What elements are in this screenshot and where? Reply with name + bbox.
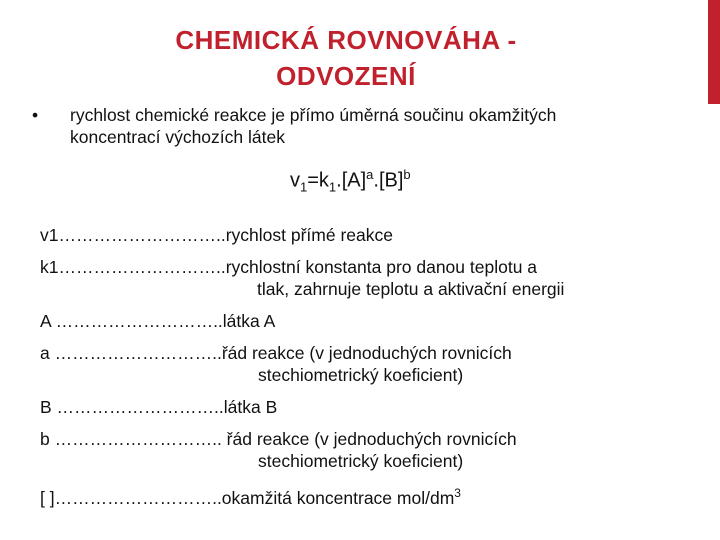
formula-k-subscript: 1: [328, 179, 337, 195]
definition-v1: [40, 224, 660, 246]
definition-a: [40, 342, 660, 386]
rate-formula: [290, 162, 411, 201]
formula-v: v: [290, 169, 300, 192]
bullet-item: [32, 104, 672, 148]
definition-line: A ………………………..látka A: [40, 311, 276, 331]
definition-A: [40, 310, 660, 332]
definition-line: b ……………………….. řád reakce (v jednoduchých rovnicích: [40, 429, 517, 449]
title-line-1: CHEMICKÁ ROVNOVÁHA -: [175, 25, 517, 55]
bullet-icon: •: [32, 105, 39, 125]
formula-v-subscript: 1: [300, 179, 308, 195]
formula-b: .[B]: [373, 169, 404, 192]
definition-line: B ………………………..látka B: [40, 397, 278, 417]
definition-continuation: stechiometrický koeficient): [258, 365, 464, 385]
accent-bar: [708, 0, 720, 104]
unit-exponent: 3: [454, 486, 461, 500]
bullet-text-line-2: koncentrací výchozích látek: [70, 127, 285, 147]
title-line-2: ODVOZENÍ: [276, 61, 416, 91]
definition-line: a ………………………..řád reakce (v jednoduchých rovnicích: [40, 343, 512, 363]
definition-continuation: tlak, zahrnuje teplotu a aktivační energii: [257, 279, 565, 299]
definition-line: v1………………………..rychlost přímé reakce: [40, 225, 393, 245]
slide-title: [96, 22, 596, 94]
definition-continuation: stechiometrický koeficient): [258, 451, 464, 471]
definition-concentration: [40, 482, 660, 509]
definition-B: [40, 396, 660, 418]
formula-a-exponent: a: [366, 167, 374, 182]
definition-b: [40, 428, 660, 472]
definition-k1: [40, 256, 660, 300]
definition-line: [ ]………………………..okamžitá koncentrace mol/dm: [40, 487, 455, 508]
bullet-text-line-1: rychlost chemické reakce je přímo úměrná součinu okamžitých: [70, 105, 557, 125]
formula-b-exponent: b: [403, 167, 411, 182]
formula-a: .[A]: [336, 169, 367, 192]
definition-line: k1………………………..rychlostní konstanta pro danou teplotu a: [40, 257, 538, 277]
formula-eq-k: =k: [307, 169, 329, 192]
